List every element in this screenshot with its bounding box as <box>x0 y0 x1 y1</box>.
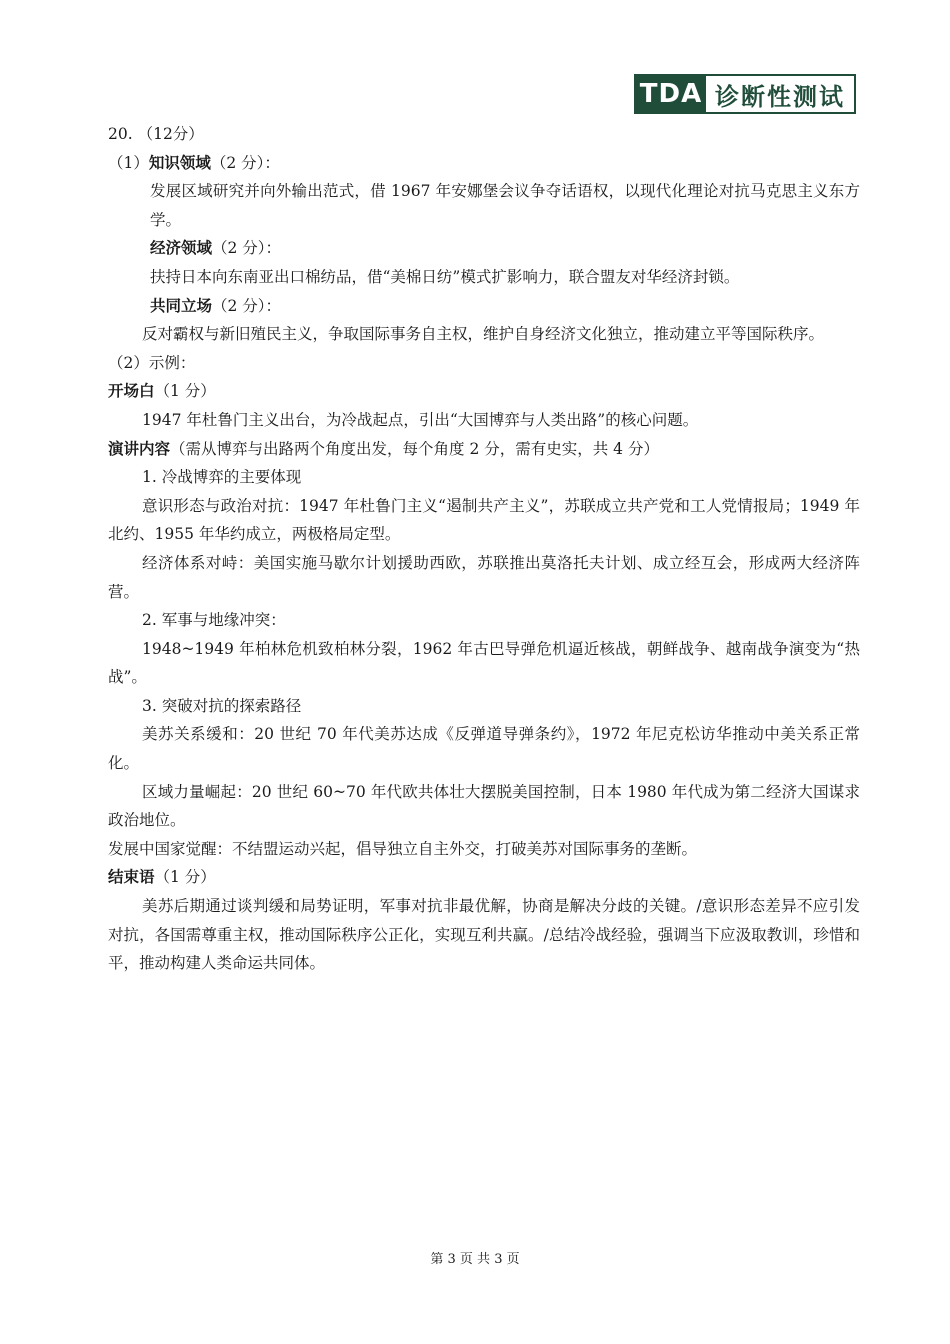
section3-regional: 区域力量崛起：20 世纪 60~70 年代欧共体壮大摆脱美国控制，日本 1980 年代成为第二经济大国谋求政治地位。 <box>108 782 860 830</box>
common-head: 共同立场 <box>150 295 213 315</box>
opening-text: 1947 年杜鲁门主义出台，为冷战起点，引出“大国博弈与人类出路”的核心问题。 <box>142 410 699 429</box>
section3-title: 3. 突破对抗的探索路径 <box>142 696 302 715</box>
tda-logo <box>634 74 856 114</box>
page-footer: 第 3 页 共 3 页 <box>430 1252 520 1267</box>
speech-head: 演讲内容 <box>108 438 171 458</box>
part1-knowledge-heading <box>108 149 860 178</box>
opening-head: 开场白 <box>108 381 155 401</box>
section1-politics: 意识形态与政治对抗：1947 年杜鲁门主义“遏制共产主义”，苏联成立共产党和工人党情报局；1949 年北约、1955 年华约成立，两极格局定型。 <box>108 496 860 544</box>
logo-text: 诊断性测试 <box>706 76 854 112</box>
common-score: （2 分）： <box>212 296 282 315</box>
common-heading <box>108 292 860 321</box>
knowledge-score: （2 分）： <box>210 153 280 172</box>
section2-title: 2. 军事与地缘冲突： <box>142 611 286 630</box>
knowledge-head: 知识领域 <box>148 152 211 172</box>
knowledge-text: 发展区域研究并向外输出范式，借 1967 年安娜堡会议争夺话语权，以现代化理论对抗马克思主义东方学。 <box>150 182 860 229</box>
section1-title: 1. 冷战博弈的主要体现 <box>142 468 302 487</box>
economy-score: （2 分）： <box>212 239 282 258</box>
economy-heading <box>108 234 860 263</box>
speech-heading <box>108 435 860 464</box>
closing-heading <box>108 863 860 892</box>
question-title: 20. （12分） <box>108 125 204 143</box>
economy-head: 经济领域 <box>150 238 213 258</box>
section3-developing: 发展中国家觉醒：不结盟运动兴起，倡导独立自主外交，打破美苏对国际事务的垄断。 <box>108 839 698 858</box>
closing-score: （1 分） <box>154 868 216 887</box>
common-text: 反对霸权与新旧殖民主义，争取国际事务自主权，维护自身经济文化独立，推动建立平等国际秩序。 <box>142 325 825 344</box>
economy-text: 扶持日本向东南亚出口棉纺品，借“美棉日纺”模式扩影响力，联合盟友对华经济封锁。 <box>150 267 740 286</box>
closing-text: 美苏后期通过谈判缓和局势证明，军事对抗非最优解，协商是解决分歧的关键。/意识形态差异不应引发对抗，各国需尊重主权，推动国际秩序公正化，实现互利共赢。/总结冷战经验，强调当下应汲取教训，珍惜和平，推动构建人类命运共同体。 <box>108 897 860 973</box>
answer-content <box>108 120 860 978</box>
part2-label: （2）示例： <box>108 353 196 372</box>
section3-detente: 美苏关系缓和：20 世纪 70 年代美苏达成《反弹道导弹条约》，1972 年尼克松访华推动中美关系正常化。 <box>108 725 860 773</box>
logo-mark: TDA <box>636 76 706 112</box>
part1-label: （1） <box>108 153 149 172</box>
closing-head: 结束语 <box>108 867 155 887</box>
speech-note: （需从博弈与出路两个角度出发，每个角度 2 分，需有史实，共 4 分） <box>170 439 659 458</box>
opening-score: （1 分） <box>154 382 216 401</box>
section2-military: 1948~1949 年柏林危机致柏林分裂，1962 年古巴导弹危机逼近核战，朝鲜战争、越南战争演变为“热战”。 <box>108 639 860 687</box>
section1-economy: 经济体系对峙：美国实施马歇尔计划援助西欧，苏联推出莫洛托夫计划、成立经互会，形成两大经济阵营。 <box>108 553 860 601</box>
opening-heading <box>108 377 860 406</box>
